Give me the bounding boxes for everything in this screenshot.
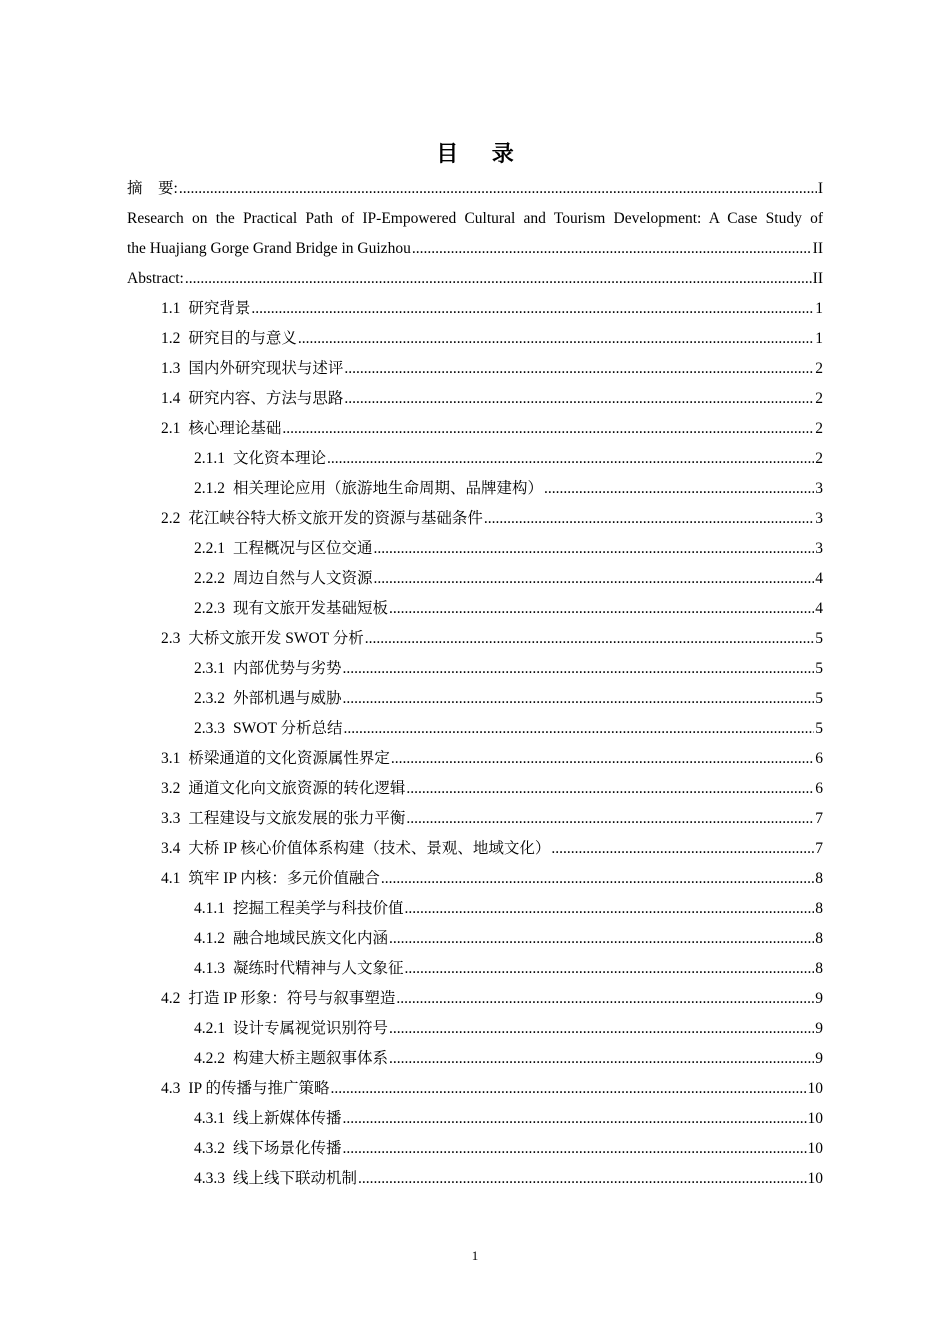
toc-entry-number: 1.1	[161, 300, 181, 317]
toc-dot-leader	[344, 714, 815, 744]
toc-entry-text: 筑牢 IP 内核：多元价值融合	[188, 870, 380, 887]
toc-entry-3-2[interactable]	[127, 774, 823, 804]
toc-entry-text: 研究背景	[188, 300, 251, 317]
toc-entry-page: 8	[815, 930, 823, 947]
toc-entry-number: 4.1	[161, 870, 181, 887]
toc-entry-page: 5	[815, 690, 823, 707]
toc-entry-number: 3.3	[161, 810, 181, 827]
toc-dot-leader	[389, 1044, 814, 1074]
toc-entry-english-title-line2[interactable]	[127, 234, 823, 264]
toc-entry-page: 6	[815, 750, 823, 767]
toc-entry-page: 2	[815, 390, 823, 407]
toc-dot-leader	[551, 834, 814, 864]
toc-entry-3-4[interactable]	[127, 834, 823, 864]
toc-entry-page: 10	[807, 1140, 823, 1157]
toc-entry-text: 融合地域民族文化内涵	[233, 930, 389, 947]
toc-entry-4-3-2[interactable]	[127, 1134, 823, 1164]
toc-entry-english-title-line1[interactable]	[127, 204, 823, 234]
toc-entry-number: 2.2.3	[194, 600, 225, 617]
toc-entry-4-2[interactable]	[127, 984, 823, 1014]
toc-entry-page: 1	[815, 330, 823, 347]
toc-entry-page: 3	[815, 480, 823, 497]
toc-dot-leader	[544, 474, 814, 504]
toc-entry-number: 2.3.1	[194, 660, 225, 677]
toc-entry-number: 1.2	[161, 330, 181, 347]
toc-dot-leader	[412, 234, 812, 264]
toc-dot-leader	[406, 774, 814, 804]
toc-entry-page: I	[817, 180, 823, 197]
toc-entry-4-1[interactable]	[127, 864, 823, 894]
toc-entry-text: 桥梁通道的文化资源属性界定	[188, 750, 390, 767]
toc-entry-text: 线上新媒体传播	[233, 1110, 342, 1127]
toc-entry-text: 大桥文旅开发 SWOT 分析	[188, 630, 364, 647]
toc-entry-2-2-3[interactable]	[127, 594, 823, 624]
toc-entry-2-1-1[interactable]	[127, 444, 823, 474]
toc-entry-page: II	[812, 240, 823, 257]
toc-entry-number: 4.2.2	[194, 1050, 225, 1067]
toc-entry-text: 花江峡谷特大桥文旅开发的资源与基础条件	[188, 510, 483, 527]
toc-entry-number: 1.4	[161, 390, 181, 407]
toc-dot-leader	[389, 594, 814, 624]
toc-entry-number: 4.3	[161, 1080, 181, 1097]
toc-entry-4-1-2[interactable]	[127, 924, 823, 954]
toc-entry-text: 文化资本理论	[233, 450, 327, 467]
toc-entry-text: 打造 IP 形象：符号与叙事塑造	[188, 990, 396, 1007]
toc-entry-text: 研究目的与意义	[188, 330, 297, 347]
toc-entry-3-1[interactable]	[127, 744, 823, 774]
toc-entry-2-3-2[interactable]	[127, 684, 823, 714]
toc-entry-1-3[interactable]	[127, 354, 823, 384]
toc-entry-number: 2.2	[161, 510, 181, 527]
toc-entry-page: 6	[815, 780, 823, 797]
toc-dot-leader	[344, 384, 814, 414]
toc-dot-leader	[330, 1074, 806, 1104]
toc-entry-page: 10	[807, 1170, 823, 1187]
toc-dot-leader	[389, 924, 814, 954]
toc-dot-leader	[391, 744, 814, 774]
toc-entry-text: 通道文化向文旅资源的转化逻辑	[188, 780, 406, 797]
toc-entry-number: 2.1	[161, 420, 181, 437]
toc-entry-2-3-3[interactable]	[127, 714, 823, 744]
toc-entry-2-3-1[interactable]	[127, 654, 823, 684]
toc-entry-text: 周边自然与人文资源	[233, 570, 373, 587]
toc-entry-text: Abstract:	[127, 270, 184, 287]
toc-entry-number: 4.3.1	[194, 1110, 225, 1127]
toc-entry-number: 4.1.3	[194, 960, 225, 977]
toc-dot-leader	[251, 294, 814, 324]
toc-dot-leader	[343, 1104, 807, 1134]
toc-dot-leader	[365, 624, 814, 654]
toc-dot-leader	[484, 504, 814, 534]
toc-dot-leader	[406, 804, 814, 834]
toc-entry-text: 设计专属视觉识别符号	[233, 1020, 389, 1037]
toc-entry-text: 构建大桥主题叙事体系	[233, 1050, 389, 1067]
toc-entry-number: 4.2.1	[194, 1020, 225, 1037]
toc-dot-leader	[282, 414, 814, 444]
toc-dot-leader	[185, 264, 812, 294]
toc-entry-page: 4	[815, 600, 823, 617]
toc-dot-leader	[374, 534, 815, 564]
toc-dot-leader	[374, 564, 815, 594]
toc-entry-text: 工程概况与区位交通	[233, 540, 373, 557]
toc-dot-leader	[344, 354, 814, 384]
toc-entry-number: 2.2.1	[194, 540, 225, 557]
toc-entry-number: 4.3.2	[194, 1140, 225, 1157]
toc-entry-page: 1	[815, 300, 823, 317]
toc-dot-leader	[179, 174, 817, 204]
toc-entry-page: 10	[807, 1080, 823, 1097]
toc-entry-text: Research on the Practical Path of IP-Empowered Cultural and Tourism Development: A Case Study of	[127, 210, 823, 227]
toc-entry-2-1-2[interactable]	[127, 474, 823, 504]
toc-entry-2-1[interactable]	[127, 414, 823, 444]
toc-entry-page: 3	[815, 510, 823, 527]
toc-dot-leader	[358, 1164, 806, 1194]
toc-entry-4-3-1[interactable]	[127, 1104, 823, 1134]
toc-entry-2-3[interactable]	[127, 624, 823, 654]
toc-entry-text: 内部优势与劣势	[233, 660, 342, 677]
toc-entry-text: 国内外研究现状与述评	[188, 360, 344, 377]
toc-dot-leader	[327, 444, 814, 474]
toc-entry-page: 9	[815, 1020, 823, 1037]
toc-entry-text: 核心理论基础	[188, 420, 282, 437]
toc-entry-1-4[interactable]	[127, 384, 823, 414]
toc-entry-page: 8	[815, 870, 823, 887]
toc-entry-2-2-2[interactable]	[127, 564, 823, 594]
toc-entry-page: 8	[815, 900, 823, 917]
toc-entry-1-1[interactable]	[127, 294, 823, 324]
toc-dot-leader	[298, 324, 814, 354]
toc-entry-abstract-cn[interactable]	[127, 174, 823, 204]
toc-entry-text: 摘 要:	[127, 180, 178, 197]
toc-entry-number: 4.3.3	[194, 1170, 225, 1187]
toc-entry-text: 线上线下联动机制	[233, 1170, 358, 1187]
toc-entry-number: 3.1	[161, 750, 181, 767]
toc-entry-4-2-2[interactable]	[127, 1044, 823, 1074]
toc-dot-leader	[343, 654, 815, 684]
toc-entry-number: 4.2	[161, 990, 181, 1007]
toc-entry-text: the Huajiang Gorge Grand Bridge in Guizhou	[127, 240, 411, 257]
toc-dot-leader	[343, 1134, 807, 1164]
toc-title: 目 录	[436, 141, 528, 166]
toc-entry-page: 7	[815, 810, 823, 827]
toc-entry-4-1-3[interactable]	[127, 954, 823, 984]
toc-entry-number: 2.3.2	[194, 690, 225, 707]
toc-entry-text: 相关理论应用（旅游地生命周期、品牌建构）	[233, 480, 544, 497]
toc-dot-leader	[343, 684, 815, 714]
toc-entry-number: 2.1.1	[194, 450, 225, 467]
toc-entry-page: II	[812, 270, 823, 287]
toc-entry-2-2-1[interactable]	[127, 534, 823, 564]
toc-entry-page: 5	[815, 660, 823, 677]
toc-entry-abstract-en[interactable]	[127, 264, 823, 294]
toc-dot-leader	[405, 954, 815, 984]
toc-dot-leader	[405, 894, 815, 924]
toc-entry-text: 工程建设与文旅发展的张力平衡	[188, 810, 406, 827]
toc-entry-page: 9	[815, 990, 823, 1007]
toc-entry-number: 2.3	[161, 630, 181, 647]
toc-entry-number: 2.1.2	[194, 480, 225, 497]
toc-entry-4-3-3[interactable]	[127, 1164, 823, 1194]
toc-entry-number: 3.2	[161, 780, 181, 797]
toc-dot-leader	[396, 984, 814, 1014]
toc-entry-number: 1.3	[161, 360, 181, 377]
toc-entry-text: 线下场景化传播	[233, 1140, 342, 1157]
toc-entry-page: 10	[807, 1110, 823, 1127]
toc-entry-4-3[interactable]	[127, 1074, 823, 1104]
toc-entry-text: 外部机遇与威胁	[233, 690, 342, 707]
toc-entry-number: 3.4	[161, 840, 181, 857]
toc-entry-number: 2.3.3	[194, 720, 225, 737]
toc-entry-text: 大桥 IP 核心价值体系构建（技术、景观、地域文化）	[188, 840, 551, 857]
toc-dot-leader	[389, 1014, 814, 1044]
toc-entry-number: 4.1.2	[194, 930, 225, 947]
toc-entry-page: 2	[815, 450, 823, 467]
toc-entry-page: 5	[815, 720, 823, 737]
toc-entry-page: 8	[815, 960, 823, 977]
toc-entry-page: 9	[815, 1050, 823, 1067]
toc-entry-text: 研究内容、方法与思路	[188, 390, 344, 407]
toc-entry-4-2-1[interactable]	[127, 1014, 823, 1044]
toc-entry-page: 5	[815, 630, 823, 647]
toc-entry-number: 4.1.1	[194, 900, 225, 917]
toc-entry-page: 2	[815, 420, 823, 437]
page-number: 1	[471, 1248, 479, 1263]
toc-entry-page: 4	[815, 570, 823, 587]
toc-entry-text: 凝练时代精神与人文象征	[233, 960, 404, 977]
toc-entry-3-3[interactable]	[127, 804, 823, 834]
toc-entry-4-1-1[interactable]	[127, 894, 823, 924]
toc-entry-page: 7	[815, 840, 823, 857]
table-of-contents	[127, 174, 823, 1194]
toc-entry-page: 3	[815, 540, 823, 557]
toc-entry-text: 现有文旅开发基础短板	[233, 600, 389, 617]
toc-entry-text: IP 的传播与推广策略	[188, 1080, 330, 1097]
toc-entry-page: 2	[815, 360, 823, 377]
toc-entry-number: 2.2.2	[194, 570, 225, 587]
toc-entry-text: SWOT 分析总结	[233, 720, 343, 737]
toc-entry-1-2[interactable]	[127, 324, 823, 354]
toc-entry-2-2[interactable]	[127, 504, 823, 534]
toc-dot-leader	[381, 864, 814, 894]
toc-entry-text: 挖掘工程美学与科技价值	[233, 900, 404, 917]
